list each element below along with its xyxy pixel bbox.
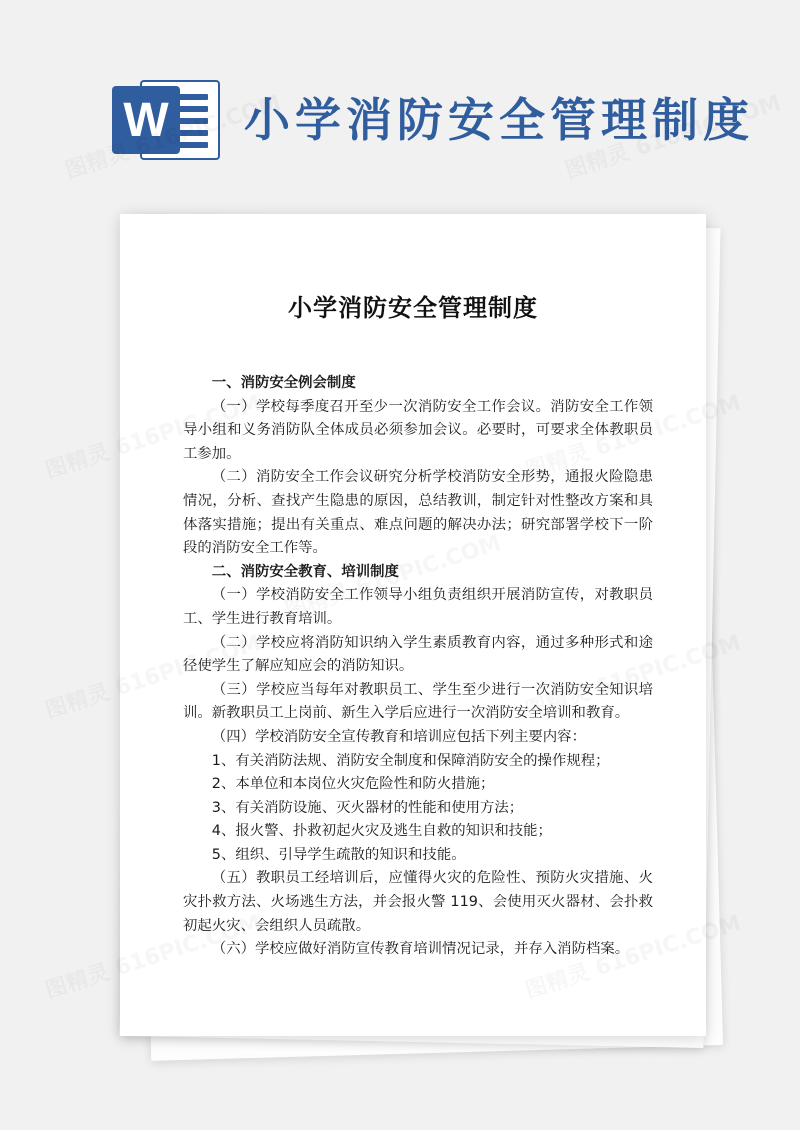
word-icon-letter: W xyxy=(112,86,180,154)
body-paragraph: （一）学校每季度召开至少一次消防安全工作会议。消防安全工作领导小组和义务消防队全体成员必须参加会议。必要时，可要求全体教职员工参加。 xyxy=(183,398,653,462)
body-paragraph: 2、本单位和本岗位火灾危险性和防火措施； xyxy=(211,776,495,793)
body-paragraph: （五）教职员工经培训后，应懂得火灾的危险性、预防火灾措施、火灾扑救方法、火场逃生方法，并会报火警 119、会使用灭火器材、会扑救初起火灾、会组织人员疏散。 xyxy=(183,870,653,934)
word-document-icon xyxy=(112,80,220,160)
body-paragraph: （二）消防安全工作会议研究分析学校消防安全形势，通报火险隐患情况，分析、查找产生隐患的原因，总结教训，制定针对性整改方案和具体落实措施；提出有关重点、难点问题的解决办法；研究部署学校下一阶段的消防安全工作等。 xyxy=(183,469,653,557)
banner-title: 小学消防安全管理制度 xyxy=(244,93,754,147)
document-body xyxy=(183,372,653,962)
body-paragraph: 3、有关消防设施、灭火器材的性能和使用方法； xyxy=(211,799,524,816)
body-paragraph: 1、有关消防法规、消防安全制度和保障消防安全的操作规程； xyxy=(211,752,610,769)
document-page xyxy=(120,214,706,1036)
body-paragraph: （四）学校消防安全宣传教育和培训应包括下列主要内容： xyxy=(211,728,586,745)
banner-header xyxy=(0,0,800,205)
body-paragraph: （二）学校应将消防知识纳入学生素质教育内容，通过多种形式和途径使学生了解应知应会的消防知识。 xyxy=(183,634,653,675)
body-paragraph: （三）学校应当每年对教职员工、学生至少进行一次消防安全知识培训。新教职员工上岗前、新生入学后应进行一次消防安全培训和教育。 xyxy=(183,681,653,722)
body-paragraph: 4、报火警、扑救初起火灾及逃生自救的知识和技能； xyxy=(211,823,552,840)
section-heading: 二、消防安全教育、培训制度 xyxy=(211,563,399,580)
body-paragraph: （一）学校消防安全工作领导小组负责组织开展消防宣传，对教职员工、学生进行教育培训。 xyxy=(183,587,653,627)
body-paragraph: 5、组织、引导学生疏散的知识和技能。 xyxy=(211,846,466,863)
document-title: 小学消防安全管理制度 xyxy=(288,294,538,322)
body-paragraph: （六）学校应做好消防宣传教育培训情况记录，并存入消防档案。 xyxy=(211,941,630,958)
section-heading: 一、消防安全例会制度 xyxy=(211,375,356,391)
